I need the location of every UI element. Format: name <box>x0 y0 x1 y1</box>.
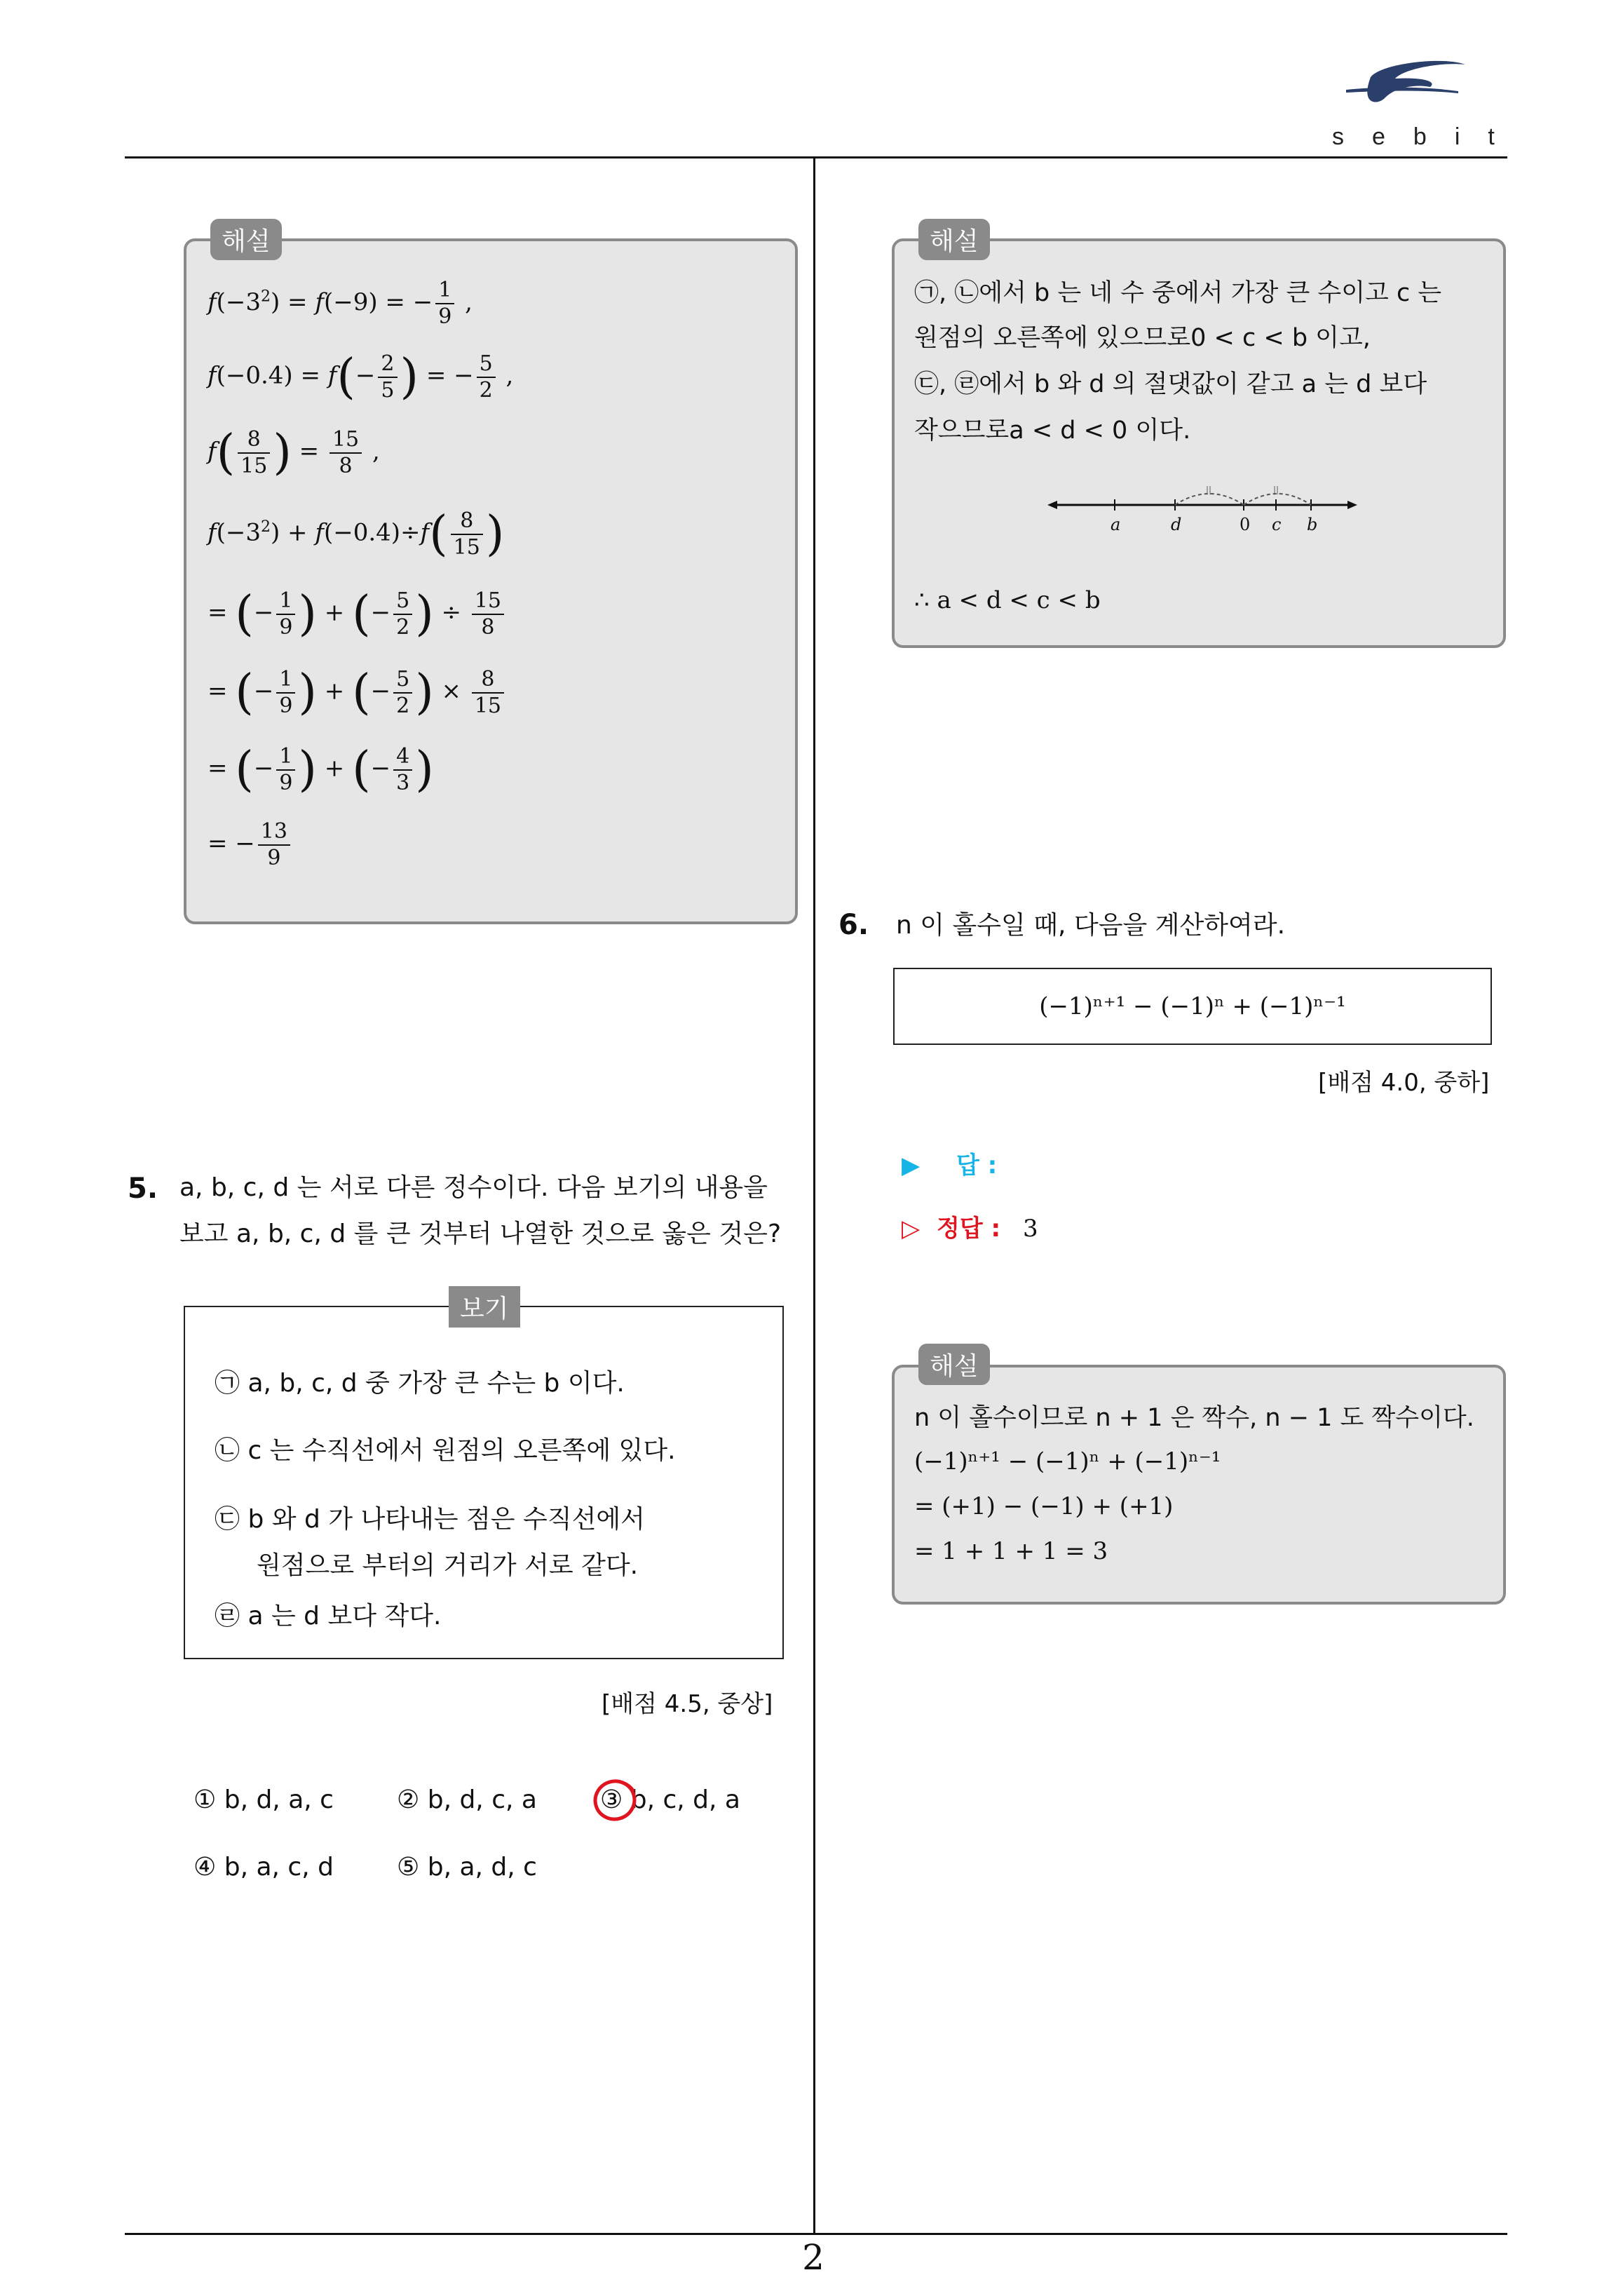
question-number: 6. <box>838 909 869 941</box>
question-line-2: 보고 a, b, c, d 를 큰 것부터 나열한 것으로 옳은 것은? <box>179 1220 782 1248</box>
question-number: 5. <box>128 1173 158 1205</box>
footer-rule <box>125 2233 1507 2235</box>
choice-3[interactable]: ③ b, c, d, a <box>600 1785 740 1814</box>
header-rule <box>125 156 1507 158</box>
choice-1[interactable]: ① b, d, a, c <box>193 1785 334 1814</box>
solution-line-4: $f(-3^2) + f(-0.4)\div f$( $\frac{8}{15}$ ) <box>208 506 505 562</box>
numberline-label-a: a <box>1111 515 1121 534</box>
expression-box <box>893 968 1492 1045</box>
solution-text-2: 원점의 오른쪽에 있으므로0 < c < b 이고, <box>914 324 1371 352</box>
solution-text-1: ㉠, ㉡에서 b 는 네 수 중에서 가장 큰 수이고 c 는 <box>914 279 1442 307</box>
score-label: [배점 4.5, 중상] <box>602 1690 773 1718</box>
correct-label: 정답 : <box>937 1215 1001 1243</box>
solution-text-3: ㉢, ㉣에서 b 와 d 의 절댓값이 같고 a 는 d 보다 <box>914 370 1427 398</box>
solution-text-4: = 1 + 1 + 1 = 3 <box>914 1537 1108 1565</box>
question-line-1: a, b, c, d 는 서로 다른 정수이다. 다음 보기의 내용을 <box>179 1173 768 1202</box>
solution-conclusion: ∴ a < d < c < b <box>914 586 1101 614</box>
choice-5[interactable]: ⑤ b, a, d, c <box>397 1853 537 1882</box>
answer-label: 답 : <box>956 1152 998 1180</box>
number-line-diagram <box>1045 477 1360 543</box>
answer-circle-mark <box>590 1776 639 1828</box>
column-divider <box>813 157 815 2234</box>
page-number: 2 <box>802 2237 824 2278</box>
numberline-label-d: d <box>1171 515 1182 534</box>
solution-text-3: = (+1) − (−1) + (+1) <box>914 1492 1174 1520</box>
solution-text-1: n 이 홀수이므로 n + 1 은 짝수, n − 1 도 짝수이다. <box>914 1404 1474 1432</box>
solution-tag: 해설 <box>210 219 282 260</box>
svg-text:||: || <box>1206 485 1212 494</box>
correct-answer-row <box>902 1209 1038 1243</box>
svg-text:||: || <box>1273 485 1279 494</box>
numberline-label-b: b <box>1307 515 1318 534</box>
solution-line-7: = (− $\frac{1}{9}$ ) + (− $\frac{4}{3}$ ) <box>208 742 434 797</box>
correct-value: 3 <box>1022 1215 1038 1243</box>
play-arrow-icon: ▶ <box>902 1152 921 1180</box>
logo-swoosh-icon <box>1318 56 1507 119</box>
bogi-item-1: ㉠ a, b, c, d 중 가장 큰 수는 b 이다. <box>215 1369 625 1398</box>
solution-line-1: $f(-3^2) = f(-9)$ = − $\frac{1}{9}$ , <box>208 278 473 329</box>
expression-text: (−1)ⁿ⁺¹ − (−1)ⁿ + (−1)ⁿ⁻¹ <box>1039 992 1346 1020</box>
solution-text-2: (−1)ⁿ⁺¹ − (−1)ⁿ + (−1)ⁿ⁻¹ <box>914 1447 1221 1475</box>
choice-4[interactable]: ④ b, a, c, d <box>193 1853 334 1882</box>
numberline-label-0: 0 <box>1240 515 1251 534</box>
outline-arrow-icon: ▷ <box>902 1215 921 1243</box>
solution-text-4: 작으므로a < d < 0 이다. <box>914 417 1191 445</box>
solution-line-6: = (− $\frac{1}{9}$ ) + (− $\frac{5}{2}$ ) × $\frac{8}{15}$ <box>208 665 507 720</box>
logo-text: sebit <box>1332 123 1523 150</box>
solution-line-3: f( $\frac{8}{15}$ ) = $\frac{15}{8}$ , <box>208 425 380 480</box>
bogi-item-4: ㉣ a 는 d 보다 작다. <box>215 1602 442 1630</box>
choice-2[interactable]: ② b, d, c, a <box>397 1785 537 1814</box>
solution-line-5: = (− $\frac{1}{9}$ ) + (− $\frac{5}{2}$ ) ÷ $\frac{15}{8}$ <box>208 586 507 642</box>
solution-line-8: = − $\frac{13}{9}$ <box>208 819 293 871</box>
solution-line-2: f(−0.4) = f(− $\frac{2}{5}$ ) = − $\frac{5}{2}$ , <box>208 349 514 405</box>
solution-tag: 해설 <box>918 219 990 260</box>
bogi-item-2: ㉡ c 는 수직선에서 원점의 오른쪽에 있다. <box>215 1436 676 1465</box>
numberline-label-c: c <box>1272 515 1282 534</box>
solution-tag: 해설 <box>918 1344 990 1385</box>
question-text: n 이 홀수일 때, 다음을 계산하여라. <box>896 911 1286 940</box>
answer-row <box>902 1146 997 1180</box>
bogi-item-3: ㉢ b 와 d 가 나타내는 점은 수직선에서 <box>215 1505 645 1534</box>
bogi-item-3-cont: 원점으로 부터의 거리가 서로 같다. <box>257 1551 639 1580</box>
score-label: [배점 4.0, 중하] <box>1318 1069 1490 1097</box>
sebit-logo <box>1318 56 1523 154</box>
bogi-tag: 보기 <box>449 1286 520 1328</box>
